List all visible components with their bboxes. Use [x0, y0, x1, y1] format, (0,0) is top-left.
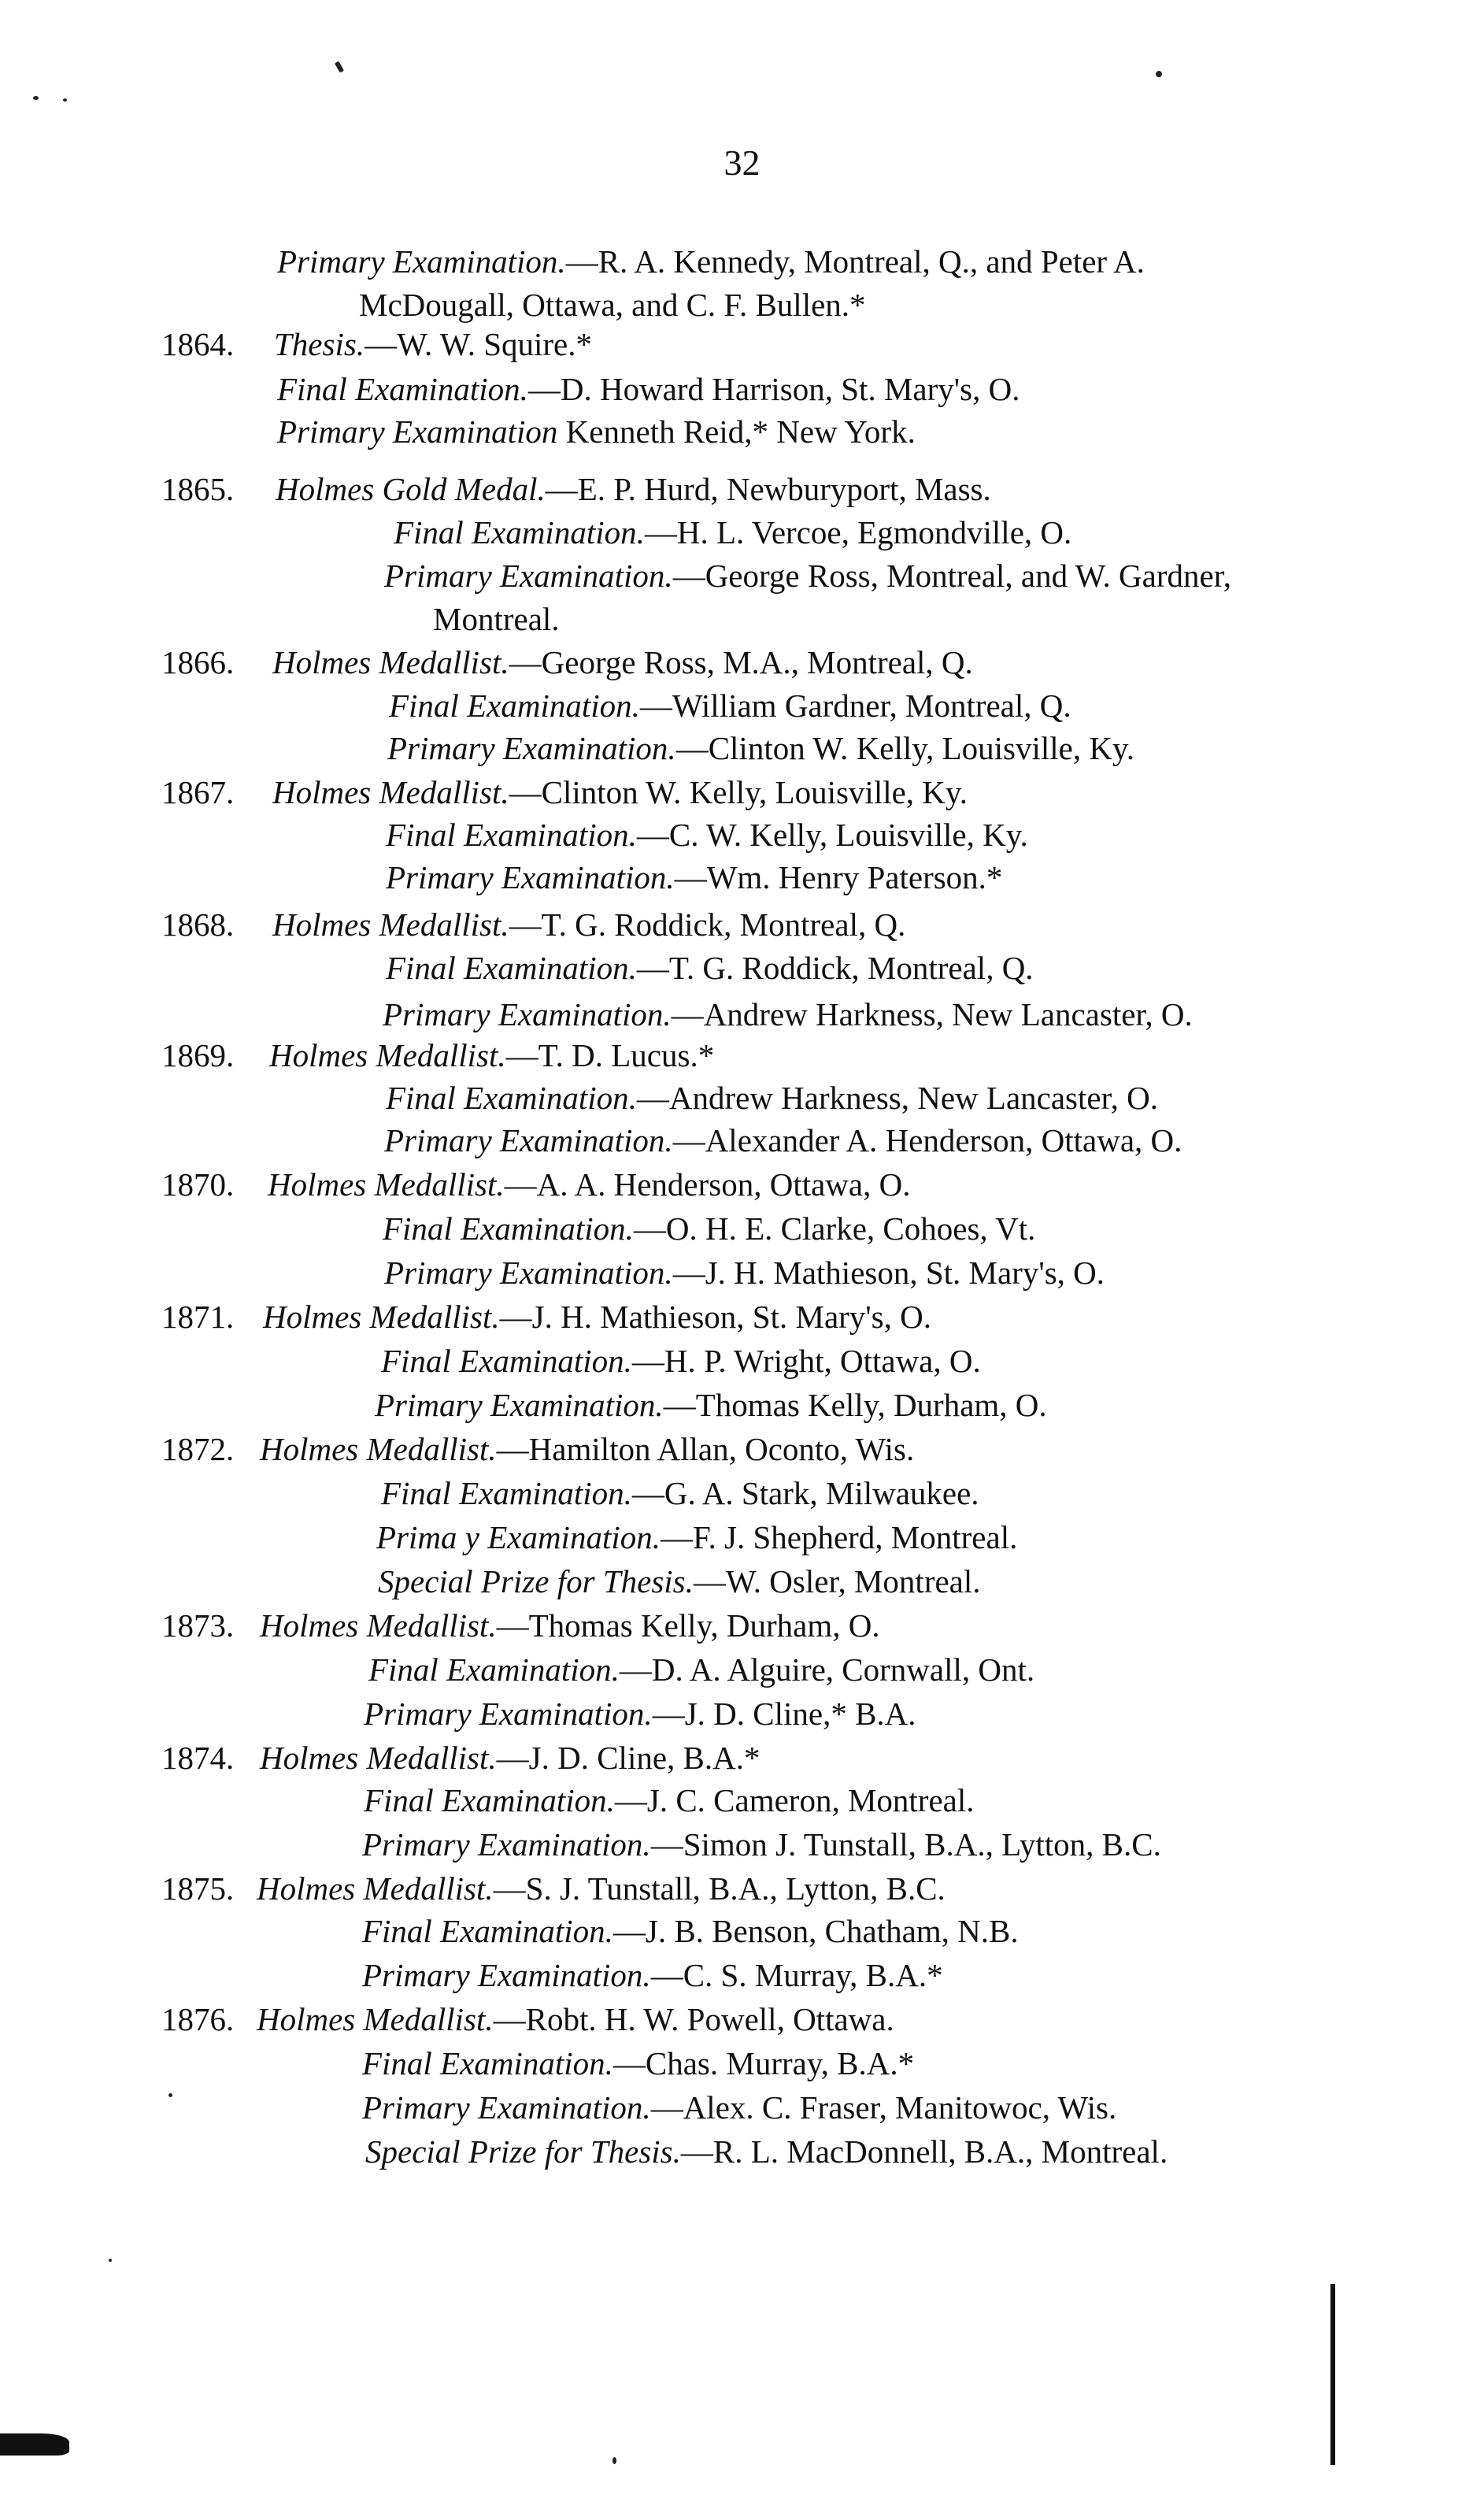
entry-recipient: —O. H. E. Clarke, Cohoes, Vt. [633, 1210, 1036, 1247]
entry-recipient: —George Ross, Montreal, and W. Gardner, [672, 558, 1231, 594]
entry-line [362, 1912, 1019, 1950]
entry-line [387, 729, 1134, 767]
entry-recipient: —C. S. Murray, B.A.* [650, 1957, 943, 1993]
entry-line [394, 513, 1071, 551]
scan-speck [168, 2093, 172, 2097]
entry-line [277, 243, 1145, 280]
entry-row [0, 413, 1484, 457]
entry-award-label: Primary Examination. [384, 1255, 673, 1291]
entry-recipient: —J. B. Benson, Chatham, N.B. [612, 1913, 1019, 1949]
entry-line [362, 2089, 1116, 2126]
entry-award-label: Holmes Gold Medal. [276, 471, 546, 507]
entry-line [386, 816, 1028, 854]
entry-line [384, 1254, 1105, 1292]
entry-award-label: Primary Examination [277, 413, 558, 450]
entry-award-label: Holmes Medallist. [269, 1037, 506, 1073]
entry-award-label: Final Examination. [389, 688, 640, 724]
entry-row [0, 1912, 1484, 1956]
entry-row [0, 1430, 1484, 1474]
entry-award-label: Final Examination. [362, 1913, 613, 1949]
entry-recipient: Kenneth Reid,* New York. [557, 413, 916, 450]
entry-award-label: Holmes Medallist. [263, 1299, 500, 1335]
entry-award-label: Final Examination. [386, 950, 637, 986]
entry-recipient: —George Ross, M.A., Montreal, Q. [509, 644, 973, 680]
entry-row [0, 1254, 1484, 1298]
scan-edge-mark [1330, 2284, 1335, 2465]
entry-year: 1874. [161, 1740, 235, 1776]
entry-line [433, 600, 560, 638]
entry-line [276, 470, 991, 508]
entry-year: 1871. [161, 1299, 235, 1335]
entry-recipient: McDougall, Ottawa, and C. F. Bullen.* [359, 287, 866, 323]
entry-recipient: —Thomas Kelly, Durham, O. [496, 1607, 880, 1644]
entry-line [386, 949, 1034, 987]
entry-recipient: —D. A. Alguire, Cornwall, Ont. [619, 1651, 1035, 1688]
entry-year: 1875. [161, 1870, 235, 1907]
entry-row [0, 816, 1484, 860]
entry-recipient: —Alexander A. Henderson, Ottawa, O. [672, 1122, 1182, 1158]
entry-year: 1867. [161, 774, 235, 810]
entry-award-label: Primary Examination. [362, 2089, 651, 2126]
entry-line [381, 1342, 981, 1380]
entry-award-label: Final Examination. [368, 1651, 620, 1688]
entry-line [376, 1518, 1017, 1556]
entry-recipient: —Robt. H. W. Powell, Ottawa. [493, 2001, 894, 2037]
scan-speck [1156, 71, 1162, 77]
scan-edge-mark [0, 2433, 69, 2456]
scan-speck [335, 61, 344, 72]
entry-award-label: Holmes Medallist. [272, 644, 509, 680]
entry-line [362, 1956, 943, 1994]
entry-year: 1872. [161, 1431, 235, 1467]
entry-line [386, 858, 1002, 896]
entry-recipient: —W. W. Squire.* [365, 326, 592, 362]
entry-award-label: Holmes Medallist. [257, 1870, 494, 1907]
entry-award-label: Final Examination. [386, 817, 637, 853]
entry-line [272, 773, 968, 811]
entry-award-label: Holmes Medallist. [272, 774, 509, 810]
entry-recipient: —A. A. Henderson, Ottawa, O. [504, 1166, 911, 1203]
entry-row [0, 243, 1484, 287]
entry-recipient: —D. Howard Harrison, St. Mary's, O. [527, 371, 1020, 407]
entry-award-label: Final Examination. [362, 2045, 613, 2081]
entry-row [0, 325, 1484, 369]
entry-award-label: Special Prize for Thesis. [378, 1563, 694, 1599]
entry-row [0, 995, 1484, 1040]
entry-recipient: —J. H. Mathieson, St. Mary's, O. [672, 1255, 1105, 1291]
entry-recipient: —Andrew Harkness, New Lancaster, O. [671, 996, 1193, 1032]
entry-award-label: Primary Examination. [362, 1957, 651, 1993]
entry-recipient: —R. A. Kennedy, Montreal, Q., and Peter A. [565, 243, 1145, 280]
entry-line [272, 906, 905, 943]
entry-row [0, 729, 1484, 773]
scan-speck [63, 98, 67, 102]
entry-award-label: Holmes Medallist. [260, 1607, 497, 1644]
entry-year: 1866. [161, 644, 235, 680]
entry-recipient: —Clinton W. Kelly, Louisville, Ky. [675, 730, 1135, 766]
entry-award-label: Holmes Medallist. [260, 1431, 497, 1467]
entry-line [268, 1166, 910, 1203]
entry-award-label: Primary Examination. [386, 859, 675, 895]
entry-row [0, 687, 1484, 731]
entry-row [0, 1695, 1484, 1739]
entry-line [260, 1430, 914, 1468]
entry-line [269, 1036, 714, 1074]
entry-line [365, 2133, 1168, 2170]
entry-recipient: —H. P. Wright, Ottawa, O. [631, 1343, 981, 1379]
entry-award-label: Final Examination. [277, 371, 528, 407]
entry-award-label: Primary Examination. [384, 558, 673, 594]
entry-recipient: —H. L. Vercoe, Egmondville, O. [644, 514, 1072, 550]
entry-row [0, 1166, 1484, 1210]
entry-line [263, 1298, 931, 1336]
entry-line [368, 1651, 1034, 1688]
entry-row [0, 858, 1484, 903]
entry-line [383, 995, 1193, 1033]
entry-row [0, 1518, 1484, 1562]
entry-row [0, 1386, 1484, 1430]
entry-year: 1873. [161, 1607, 235, 1644]
entry-row [0, 1607, 1484, 1651]
entry-recipient: —Hamilton Allan, Oconto, Wis. [496, 1431, 915, 1467]
entry-year: 1876. [161, 2001, 235, 2037]
entry-row [0, 643, 1484, 688]
entry-line [359, 286, 866, 324]
entry-row [0, 1298, 1484, 1342]
entry-award-label: Holmes Medallist. [268, 1166, 505, 1203]
entry-recipient: —C. W. Kelly, Louisville, Ky. [636, 817, 1028, 853]
entry-award-label: Thesis. [274, 326, 365, 362]
entry-row [0, 1562, 1484, 1607]
entry-award-label: Final Examination. [364, 1782, 615, 1818]
entry-award-label: Final Examination. [394, 514, 645, 550]
scan-speck [612, 2457, 616, 2464]
entry-row [0, 1210, 1484, 1254]
entry-line [375, 1386, 1047, 1424]
entry-line [389, 687, 1071, 725]
entry-recipient: —J. D. Cline,* B.A. [652, 1696, 916, 1732]
entry-award-label: Holmes Medallist. [260, 1740, 497, 1776]
entry-line [274, 325, 592, 363]
entry-award-label: Primary Examination. [362, 1826, 651, 1863]
entry-recipient: —Wm. Henry Paterson.* [674, 859, 1003, 895]
scan-speck [33, 96, 39, 100]
entry-recipient: —R. L. MacDonnell, B.A., Montreal. [680, 2133, 1168, 2170]
entry-award-label: Primary Examination. [375, 1387, 664, 1423]
entry-recipient: —Simon J. Tunstall, B.A., Lytton, B.C. [650, 1826, 1161, 1863]
entry-year: 1865. [161, 471, 235, 507]
entry-line [257, 2000, 894, 2038]
entry-row [0, 1079, 1484, 1123]
entry-row [0, 1651, 1484, 1695]
entry-row [0, 1956, 1484, 2000]
entry-line [384, 557, 1231, 595]
entry-line [381, 1474, 979, 1512]
entry-line [383, 1210, 1035, 1247]
entry-row [0, 1121, 1484, 1166]
entry-award-label: Primary Examination. [384, 1122, 673, 1158]
entry-line [362, 2044, 914, 2082]
entry-line [378, 1562, 981, 1600]
entry-recipient: —Clinton W. Kelly, Louisville, Ky. [509, 774, 968, 810]
entry-line [364, 1781, 975, 1819]
entry-line [362, 1825, 1161, 1863]
entry-recipient: —Alex. C. Fraser, Manitowoc, Wis. [650, 2089, 1117, 2126]
entry-row [0, 286, 1484, 330]
entry-row [0, 600, 1484, 644]
entry-row [0, 1474, 1484, 1518]
entry-row [0, 1342, 1484, 1386]
entry-line [277, 370, 1020, 408]
entry-row [0, 1825, 1484, 1870]
entry-row [0, 1036, 1484, 1080]
entry-line [260, 1607, 880, 1644]
entry-recipient: —Andrew Harkness, New Lancaster, O. [636, 1080, 1158, 1116]
entry-line [386, 1079, 1158, 1117]
entry-row [0, 906, 1484, 950]
entry-recipient: —Chas. Murray, B.A.* [612, 2045, 915, 2081]
entry-recipient: —F. J. Shepherd, Montreal. [660, 1519, 1018, 1555]
entry-row [0, 1739, 1484, 1783]
entry-award-label: Final Examination. [381, 1475, 632, 1511]
entry-line [257, 1870, 946, 1907]
entry-recipient: Montreal. [433, 601, 560, 637]
entry-award-label: Final Examination. [386, 1080, 637, 1116]
entry-award-label: Primary Examination. [387, 730, 676, 766]
entry-line [384, 1121, 1182, 1159]
entry-row [0, 2000, 1484, 2044]
entry-recipient: —W. Osler, Montreal. [693, 1563, 981, 1599]
entry-award-label: Primary Examination. [383, 996, 672, 1032]
entry-award-label: Holmes Medallist. [257, 2001, 494, 2037]
entry-award-label: Final Examination. [383, 1210, 634, 1247]
entry-recipient: —Thomas Kelly, Durham, O. [663, 1387, 1047, 1423]
entry-award-label: Primary Examination. [277, 243, 566, 280]
entry-line [364, 1695, 916, 1733]
entry-recipient: —T. G. Roddick, Montreal, Q. [636, 950, 1034, 986]
page-number: 32 [723, 143, 761, 183]
entry-recipient: —T. D. Lucus.* [505, 1037, 715, 1073]
entry-row [0, 2089, 1484, 2133]
entry-row [0, 2133, 1484, 2177]
entry-recipient: —G. A. Stark, Milwaukee. [631, 1475, 979, 1511]
entry-award-label: Prima y Examination. [376, 1519, 661, 1555]
entry-row [0, 470, 1484, 514]
entry-recipient: —J. H. Mathieson, St. Mary's, O. [499, 1299, 931, 1335]
entry-line [260, 1739, 761, 1777]
entry-row [0, 773, 1484, 817]
entry-year: 1864. [161, 326, 235, 362]
entry-year: 1869. [161, 1037, 235, 1073]
entry-award-label: Primary Examination. [364, 1696, 653, 1732]
entry-year: 1870. [161, 1166, 235, 1203]
entry-recipient: —E. P. Hurd, Newburyport, Mass. [545, 471, 991, 507]
entry-row [0, 1781, 1484, 1825]
entry-recipient: —S. J. Tunstall, B.A., Lytton, B.C. [493, 1870, 946, 1907]
entry-row [0, 557, 1484, 601]
entry-line [272, 643, 973, 681]
entry-row [0, 513, 1484, 558]
scan-speck [109, 2259, 112, 2262]
entry-award-label: Special Prize for Thesis. [365, 2133, 681, 2170]
entry-recipient: —J. C. Cameron, Montreal. [614, 1782, 975, 1818]
entry-row [0, 2044, 1484, 2089]
entry-row [0, 370, 1484, 414]
entry-award-label: Holmes Medallist. [272, 906, 509, 943]
entry-row [0, 949, 1484, 993]
entry-year: 1868. [161, 906, 235, 943]
entry-recipient: —T. G. Roddick, Montreal, Q. [509, 906, 906, 943]
entry-recipient: —J. D. Cline, B.A.* [496, 1740, 761, 1776]
entry-recipient: —William Gardner, Montreal, Q. [639, 688, 1071, 724]
entry-row [0, 1870, 1484, 1914]
entry-line [277, 413, 916, 450]
entry-award-label: Final Examination. [381, 1343, 632, 1379]
